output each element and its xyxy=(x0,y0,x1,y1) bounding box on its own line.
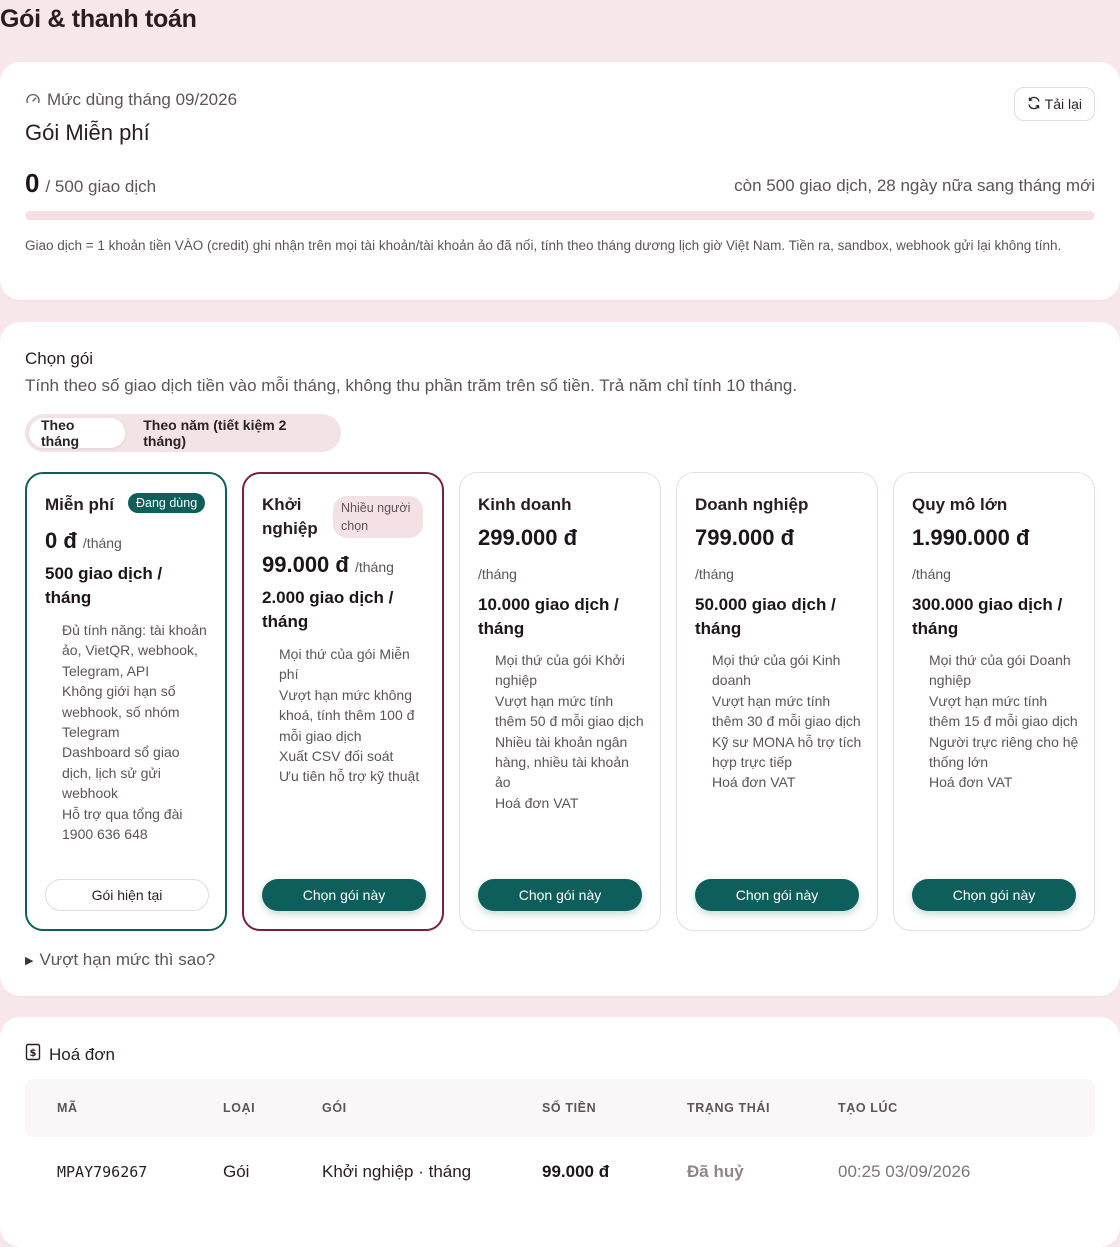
choose-plan-button[interactable]: Chọn gói này xyxy=(912,879,1076,911)
usage-note: Giao dịch = 1 khoản tiền VÀO (credit) ghi nhận trên mọi tài khoản/tài khoản ảo đã nối, tính theo tháng dương lịch giờ Việt Nam. Tiền ra, sandbox, webhook gửi lại không tính. xyxy=(25,238,1062,253)
reload-button[interactable] xyxy=(1014,87,1095,121)
plan-quota: 300.000 giao dịch / tháng xyxy=(912,595,1063,638)
plan-name: Doanh nghiệp xyxy=(695,495,809,514)
plan-price-value: 799.000 đ xyxy=(695,525,795,550)
plan-price-value: 99.000 đ xyxy=(262,552,349,577)
plan-feature: Vượt hạn mức tính thêm 30 đ mỗi giao dịch xyxy=(712,692,861,730)
plan-feature: Mọi thứ của gói Khởi nghiệp xyxy=(495,652,625,689)
plan-feature: Dashboard sổ giao dịch, lịch sử gửi webhook xyxy=(62,744,180,802)
plan-features xyxy=(495,650,646,813)
usage-period-label: Mức dùng tháng 09/2026 xyxy=(47,90,238,109)
plan-price-value: 0 đ xyxy=(45,528,77,553)
plan-feature: Mọi thứ của gói Doanh nghiệp xyxy=(929,652,1071,689)
gauge-icon xyxy=(25,92,41,108)
invoice-amount: 99.000 đ xyxy=(542,1162,610,1181)
plans-subtitle: Tính theo số giao dịch tiền vào mỗi tháng, không thu phần trăm trên số tiền. Trả năm chỉ tính 10 tháng. xyxy=(25,376,798,395)
column-header: GÓI xyxy=(322,1101,347,1115)
plan-name: Quy mô lớn xyxy=(912,495,1008,514)
billing-toggle xyxy=(25,414,341,452)
plan-price xyxy=(45,528,122,554)
table-header xyxy=(25,1079,1095,1137)
plan-quota: 500 giao dịch / tháng xyxy=(45,564,163,607)
plan-features xyxy=(62,620,211,844)
plan-price-unit: /tháng xyxy=(82,535,122,551)
plan-feature: Đủ tính năng: tài khoản ảo, VietQR, webhook, Telegram, API xyxy=(62,622,207,679)
current-plan-name: Gói Miễn phí xyxy=(25,120,150,145)
plan-price-unit: /tháng xyxy=(354,559,394,575)
plan-price-value: 1.990.000 đ xyxy=(912,525,1030,550)
plan-name: Khởi nghiệp xyxy=(262,495,318,538)
plan-quota: 10.000 giao dịch / tháng xyxy=(478,595,619,638)
popular-badge: Nhiều người chọn xyxy=(333,496,423,538)
invoice-type: Gói xyxy=(223,1162,250,1181)
usage-period xyxy=(25,90,237,110)
plan-features xyxy=(712,650,863,793)
plan-feature: Vượt hạn mức tính thêm 50 đ mỗi giao dịch xyxy=(495,692,644,730)
plan-quota: 2.000 giao dịch / tháng xyxy=(262,588,394,631)
plan-quota: 50.000 giao dịch / tháng xyxy=(695,595,836,638)
plan-feature: Người trực riêng cho hệ thống lớn xyxy=(929,733,1079,771)
plan-card-enterprise xyxy=(676,472,878,931)
overage-disclosure[interactable] xyxy=(25,950,215,970)
invoice-status: Đã huỷ xyxy=(687,1162,744,1181)
choose-plan-button[interactable]: Chọn gói này xyxy=(262,879,426,911)
plan-feature: Nhiều tài khoản ngân hàng, nhiều tài khoản ảo xyxy=(495,733,629,791)
plan-feature: Vượt hạn mức không khoá, tính thêm 100 đ mỗi giao dịch xyxy=(279,686,415,744)
plan-feature: Ưu tiên hỗ trợ kỹ thuật xyxy=(279,768,420,785)
plan-name: Miễn phí xyxy=(45,495,114,514)
plan-feature: Vượt hạn mức tính thêm 15 đ mỗi giao dịch xyxy=(929,692,1078,730)
refresh-icon xyxy=(1027,96,1041,113)
usage-limit: / 500 giao dịch xyxy=(45,177,157,196)
plan-price xyxy=(262,552,394,578)
status-badge: Đang dùng xyxy=(128,493,205,513)
plan-card-startup xyxy=(242,472,444,931)
plan-feature: Hoá đơn VAT xyxy=(929,774,1013,791)
plan-price-unit: /tháng xyxy=(912,566,951,582)
invoice-created-at: 00:25 03/09/2026 xyxy=(838,1162,971,1181)
triangle-right-icon: ▶ xyxy=(25,954,34,967)
invoices-title xyxy=(25,1043,115,1066)
invoices-table xyxy=(25,1079,1095,1207)
plan-card-business xyxy=(459,472,661,931)
column-header: TRẠNG THÁI xyxy=(687,1101,771,1115)
column-header: TẠO LÚC xyxy=(838,1101,898,1115)
toggle-yearly[interactable]: Theo năm (tiết kiệm 2 tháng) xyxy=(143,417,287,449)
column-header: MÃ xyxy=(57,1101,78,1115)
plan-card-large-scale xyxy=(893,472,1095,931)
plan-feature: Mọi thứ của gói Miễn phí xyxy=(279,646,410,683)
page-title: Gói & thanh toán xyxy=(0,5,197,33)
invoice-plan: Khởi nghiệp · tháng xyxy=(322,1162,472,1181)
plan-features xyxy=(279,644,428,787)
plan-feature: Mọi thứ của gói Kinh doanh xyxy=(712,652,841,689)
plan-feature: Xuất CSV đối soát xyxy=(279,748,394,765)
usage-progress-bar xyxy=(25,211,1095,220)
plan-price-value: 299.000 đ xyxy=(478,525,578,550)
column-header: SỐ TIỀN xyxy=(542,1101,597,1115)
toggle-monthly[interactable]: Theo tháng xyxy=(29,418,125,448)
usage-used: 0 xyxy=(25,168,40,198)
choose-plan-button[interactable]: Chọn gói này xyxy=(695,879,859,911)
usage-card xyxy=(0,62,1120,300)
choose-plan-button[interactable]: Chọn gói này xyxy=(478,879,642,911)
invoices-title-label: Hoá đơn xyxy=(49,1044,115,1064)
svg-text:$: $ xyxy=(29,1048,37,1059)
plans-heading: Chọn gói xyxy=(25,349,94,368)
usage-remaining: còn 500 giao dịch, 28 ngày nữa sang tháng mới xyxy=(734,176,1095,195)
receipt-icon xyxy=(25,1043,41,1066)
plan-feature: Hỗ trợ qua tổng đài 1900 636 648 xyxy=(62,805,183,843)
current-plan-button[interactable]: Gói hiện tại xyxy=(45,879,209,911)
plan-price-unit: /tháng xyxy=(478,566,517,582)
column-header: LOẠI xyxy=(223,1101,256,1115)
usage-count xyxy=(25,168,156,199)
plan-card-free xyxy=(25,472,227,931)
plan-feature: Không giới hạn số webhook, số nhóm Telegram xyxy=(62,683,180,741)
invoices-card xyxy=(0,1017,1120,1247)
plan-price-unit: /tháng xyxy=(695,566,734,582)
table-row[interactable] xyxy=(25,1137,1095,1207)
plan-feature: Kỹ sư MONA hỗ trợ tích hợp trực tiếp xyxy=(712,733,862,771)
plan-name: Kinh doanh xyxy=(478,495,572,514)
plan-feature: Hoá đơn VAT xyxy=(712,774,796,791)
plan-features xyxy=(929,650,1080,793)
invoice-code: MPAY796267 xyxy=(57,1163,148,1181)
reload-label: Tải lại xyxy=(1044,96,1082,112)
overage-label: Vượt hạn mức thì sao? xyxy=(39,950,216,969)
plans-card xyxy=(0,322,1120,996)
plan-feature: Hoá đơn VAT xyxy=(495,794,579,811)
